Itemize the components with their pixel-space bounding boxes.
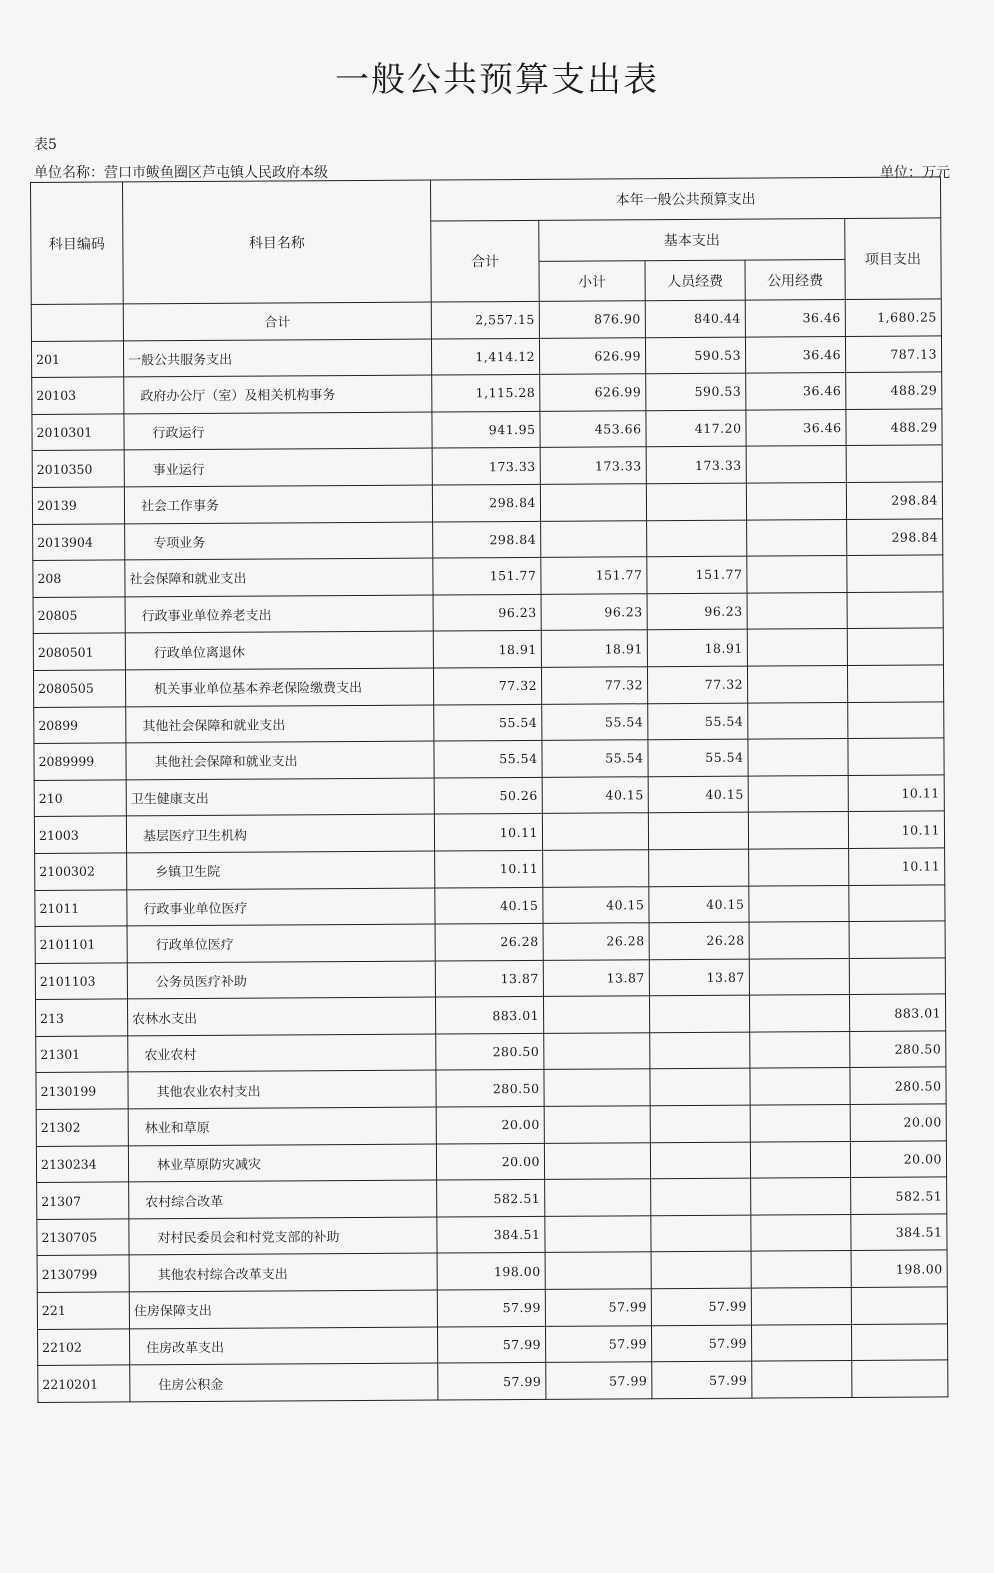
row-total: 173.33 xyxy=(432,448,540,485)
row-public xyxy=(748,702,848,739)
row-public xyxy=(749,848,849,885)
table-row xyxy=(37,1250,947,1292)
row-project: 298.84 xyxy=(847,518,943,555)
row-name: 住房改革支出 xyxy=(130,1327,438,1365)
row-project: 488.29 xyxy=(846,409,942,446)
row-total: 20.00 xyxy=(436,1143,544,1180)
header-name: 科目名称 xyxy=(123,180,432,304)
row-total: 2,557.15 xyxy=(431,301,539,338)
row-personnel: 96.23 xyxy=(647,593,747,630)
row-subtotal xyxy=(544,1106,650,1143)
row-public xyxy=(747,629,847,666)
row-code: 2089999 xyxy=(34,743,126,780)
table-number: 表5 xyxy=(34,137,57,153)
row-total: 10.11 xyxy=(434,814,542,851)
row-code: 2010301 xyxy=(32,414,124,451)
row-code: 2130199 xyxy=(36,1072,128,1109)
row-project: 1,680.25 xyxy=(845,299,941,336)
row-public: 36.46 xyxy=(746,409,846,446)
row-public xyxy=(750,1068,850,1105)
row-personnel: 590.53 xyxy=(645,337,745,374)
row-personnel: 590.53 xyxy=(646,373,746,410)
row-total: 280.50 xyxy=(436,1070,544,1107)
row-name: 事业运行 xyxy=(124,448,432,486)
table-row xyxy=(38,1360,948,1402)
row-project: 280.50 xyxy=(850,1031,946,1068)
row-name: 林业草原防灾减灾 xyxy=(128,1144,436,1182)
row-subtotal: 40.15 xyxy=(543,886,649,923)
row-personnel xyxy=(650,1069,750,1106)
table-row xyxy=(36,1031,946,1073)
row-public: 36.46 xyxy=(745,336,845,373)
row-total: 298.84 xyxy=(432,484,540,521)
row-project: 883.01 xyxy=(849,994,945,1031)
row-personnel xyxy=(648,812,748,849)
row-personnel: 13.87 xyxy=(649,959,749,996)
table-row xyxy=(32,372,942,414)
row-project xyxy=(849,921,945,958)
row-name: 合计 xyxy=(123,302,431,340)
table-row xyxy=(33,592,943,634)
budget-expenditure-table xyxy=(30,176,948,1402)
row-subtotal xyxy=(541,520,647,557)
row-total: 198.00 xyxy=(437,1253,545,1290)
row-public xyxy=(747,556,847,593)
row-subtotal: 173.33 xyxy=(540,447,646,484)
row-total: 298.84 xyxy=(433,521,541,558)
row-total: 1,115.28 xyxy=(432,375,540,412)
row-public xyxy=(751,1288,851,1325)
row-name: 农村综合改革 xyxy=(129,1180,437,1218)
row-public xyxy=(748,775,848,812)
table-row xyxy=(35,958,945,1000)
table-row xyxy=(31,299,941,341)
row-public xyxy=(750,1141,850,1178)
row-subtotal: 96.23 xyxy=(541,593,647,630)
header-group: 本年一般公共预算支出 xyxy=(430,177,940,221)
table-row xyxy=(36,1104,946,1146)
row-code: 21307 xyxy=(37,1182,129,1219)
row-total: 96.23 xyxy=(433,594,541,631)
row-subtotal xyxy=(543,850,649,887)
row-public xyxy=(748,739,848,776)
table-row xyxy=(32,409,942,451)
row-name: 行政事业单位医疗 xyxy=(127,888,435,926)
row-code xyxy=(31,304,123,341)
row-personnel: 55.54 xyxy=(648,739,748,776)
row-personnel xyxy=(650,1105,750,1142)
row-subtotal xyxy=(545,1252,651,1289)
row-name: 农林水支出 xyxy=(127,997,435,1035)
row-personnel: 151.77 xyxy=(647,556,747,593)
row-personnel: 18.91 xyxy=(647,629,747,666)
row-name: 社会工作事务 xyxy=(124,485,432,523)
row-code: 210 xyxy=(34,780,126,817)
row-subtotal: 626.99 xyxy=(539,337,645,374)
row-personnel xyxy=(651,1252,751,1289)
row-project: 198.00 xyxy=(851,1250,947,1287)
row-personnel: 55.54 xyxy=(648,703,748,740)
row-personnel: 417.20 xyxy=(646,410,746,447)
row-name: 公务员医疗补助 xyxy=(127,961,435,999)
table-row xyxy=(36,1141,946,1183)
row-subtotal: 18.91 xyxy=(541,630,647,667)
row-name: 农业农村 xyxy=(128,1034,436,1072)
row-subtotal: 453.66 xyxy=(540,411,646,448)
row-total: 77.32 xyxy=(433,667,541,704)
row-total: 18.91 xyxy=(433,631,541,668)
row-subtotal: 26.28 xyxy=(543,923,649,960)
table-row xyxy=(34,811,944,853)
table-row xyxy=(34,701,944,743)
row-name: 其他农业农村支出 xyxy=(128,1071,436,1109)
row-total: 10.11 xyxy=(435,850,543,887)
row-subtotal xyxy=(544,1142,650,1179)
row-public xyxy=(747,519,847,556)
row-subtotal: 55.54 xyxy=(542,740,648,777)
row-total: 50.26 xyxy=(434,777,542,814)
row-public: 36.46 xyxy=(745,300,845,337)
table-body xyxy=(31,299,948,1402)
row-project xyxy=(847,555,943,592)
row-name: 政府办公厅（室）及相关机构事务 xyxy=(124,375,432,413)
row-public: 36.46 xyxy=(746,373,846,410)
row-code: 20103 xyxy=(32,377,124,414)
row-personnel: 57.99 xyxy=(651,1325,751,1362)
row-subtotal xyxy=(540,484,646,521)
row-personnel: 840.44 xyxy=(645,300,745,337)
row-subtotal: 57.99 xyxy=(545,1289,651,1326)
header-subtotal: 小计 xyxy=(539,261,645,302)
row-subtotal xyxy=(544,1033,650,1070)
table-row xyxy=(33,555,943,597)
row-project xyxy=(849,884,945,921)
row-subtotal xyxy=(543,996,649,1033)
row-subtotal: 77.32 xyxy=(541,667,647,704)
row-public xyxy=(749,885,849,922)
row-personnel xyxy=(651,1178,751,1215)
row-project: 20.00 xyxy=(850,1104,946,1141)
table-row xyxy=(38,1324,948,1366)
row-total: 941.95 xyxy=(432,411,540,448)
table-header xyxy=(31,177,942,305)
row-public xyxy=(748,812,848,849)
row-code: 2010350 xyxy=(32,450,124,487)
row-project: 280.50 xyxy=(850,1067,946,1104)
row-public xyxy=(747,592,847,629)
row-project xyxy=(851,1287,947,1324)
row-name: 住房保障支出 xyxy=(129,1290,437,1328)
row-personnel: 57.99 xyxy=(652,1361,752,1398)
row-project xyxy=(851,1324,947,1361)
currency-unit: 单位：万元 xyxy=(880,165,950,181)
table-row xyxy=(36,1067,946,1109)
row-name: 卫生健康支出 xyxy=(126,778,434,816)
table-row xyxy=(37,1177,947,1219)
row-code: 20139 xyxy=(32,487,124,524)
row-code: 2130799 xyxy=(37,1255,129,1292)
row-public xyxy=(749,995,849,1032)
row-code: 2100302 xyxy=(35,853,127,890)
row-code: 2101103 xyxy=(35,963,127,1000)
table-row xyxy=(31,336,941,378)
row-code: 2080501 xyxy=(33,633,125,670)
table-row xyxy=(35,848,945,890)
row-total: 13.87 xyxy=(435,960,543,997)
row-name: 其他社会保障和就业支出 xyxy=(126,741,434,779)
row-total: 883.01 xyxy=(435,997,543,1034)
row-public xyxy=(746,482,846,519)
table-row xyxy=(34,738,944,780)
header-code: 科目编码 xyxy=(31,182,124,305)
row-code: 2101101 xyxy=(35,926,127,963)
row-personnel xyxy=(649,995,749,1032)
row-code: 213 xyxy=(35,999,127,1036)
row-name: 林业和草原 xyxy=(128,1107,436,1145)
row-subtotal xyxy=(545,1216,651,1253)
row-personnel xyxy=(649,849,749,886)
row-project xyxy=(852,1360,948,1397)
row-project xyxy=(848,701,944,738)
row-personnel: 57.99 xyxy=(651,1288,751,1325)
row-personnel xyxy=(646,483,746,520)
row-total: 55.54 xyxy=(434,704,542,741)
table-row xyxy=(33,665,943,707)
row-project xyxy=(847,628,943,665)
row-subtotal: 876.90 xyxy=(539,301,645,338)
table-row xyxy=(37,1287,947,1329)
row-name: 其他社会保障和就业支出 xyxy=(126,705,434,743)
row-subtotal: 151.77 xyxy=(541,557,647,594)
row-name: 行政运行 xyxy=(124,412,432,450)
row-name: 专项业务 xyxy=(125,522,433,560)
row-code: 21003 xyxy=(34,816,126,853)
row-public xyxy=(751,1178,851,1215)
row-name: 对村民委员会和村党支部的补助 xyxy=(129,1217,437,1255)
table-row xyxy=(35,994,945,1036)
row-project: 10.11 xyxy=(849,848,945,885)
header-total: 合计 xyxy=(431,220,539,302)
row-code: 208 xyxy=(33,560,125,597)
row-name: 住房公积金 xyxy=(130,1363,438,1401)
row-total: 26.28 xyxy=(435,923,543,960)
row-name: 行政单位医疗 xyxy=(127,924,435,962)
row-code: 2130705 xyxy=(37,1219,129,1256)
row-subtotal xyxy=(544,1069,650,1106)
header-public: 公用经费 xyxy=(745,260,845,301)
row-name: 乡镇卫生院 xyxy=(127,851,435,889)
row-code: 201 xyxy=(31,341,123,378)
row-personnel xyxy=(651,1215,751,1252)
row-name: 机关事业单位基本养老保险缴费支出 xyxy=(125,668,433,706)
row-subtotal: 626.99 xyxy=(540,374,646,411)
row-total: 582.51 xyxy=(437,1180,545,1217)
row-public xyxy=(752,1361,852,1398)
row-personnel: 77.32 xyxy=(647,666,747,703)
row-name: 一般公共服务支出 xyxy=(123,339,431,377)
row-subtotal: 13.87 xyxy=(543,959,649,996)
row-project xyxy=(847,665,943,702)
row-code: 2130234 xyxy=(36,1146,128,1183)
row-personnel: 173.33 xyxy=(646,447,746,484)
row-personnel xyxy=(650,1032,750,1069)
row-total: 1,414.12 xyxy=(431,338,539,375)
row-personnel: 26.28 xyxy=(649,922,749,959)
table-row xyxy=(34,775,944,817)
row-code: 20805 xyxy=(33,597,125,634)
row-total: 40.15 xyxy=(435,887,543,924)
row-public xyxy=(751,1251,851,1288)
row-public xyxy=(751,1214,851,1251)
row-total: 55.54 xyxy=(434,741,542,778)
row-code: 2080505 xyxy=(33,670,125,707)
row-project: 787.13 xyxy=(845,336,941,373)
table-row xyxy=(33,628,943,670)
row-public xyxy=(749,922,849,959)
row-code: 21011 xyxy=(35,889,127,926)
row-total: 20.00 xyxy=(436,1106,544,1143)
row-subtotal: 55.54 xyxy=(542,703,648,740)
row-name: 基层医疗卫生机构 xyxy=(126,814,434,852)
header-project: 项目支出 xyxy=(845,218,941,300)
row-personnel xyxy=(647,520,747,557)
row-name: 行政事业单位养老支出 xyxy=(125,595,433,633)
row-total: 280.50 xyxy=(436,1033,544,1070)
row-name: 行政单位离退休 xyxy=(125,631,433,669)
row-subtotal: 57.99 xyxy=(546,1362,652,1399)
row-project xyxy=(846,445,942,482)
table-row xyxy=(32,445,942,487)
row-public xyxy=(747,665,847,702)
row-project: 10.11 xyxy=(848,775,944,812)
row-personnel: 40.15 xyxy=(648,776,748,813)
row-public xyxy=(750,1105,850,1142)
row-project xyxy=(849,958,945,995)
row-code: 2013904 xyxy=(33,523,125,560)
row-project xyxy=(847,592,943,629)
row-code: 21301 xyxy=(36,1036,128,1073)
row-total: 57.99 xyxy=(437,1289,545,1326)
row-personnel xyxy=(650,1142,750,1179)
row-code: 20899 xyxy=(34,706,126,743)
row-project: 582.51 xyxy=(851,1177,947,1214)
row-total: 151.77 xyxy=(433,558,541,595)
row-public xyxy=(750,1031,850,1068)
row-total: 57.99 xyxy=(437,1326,545,1363)
row-code: 22102 xyxy=(38,1329,130,1366)
row-project: 488.29 xyxy=(846,372,942,409)
row-project: 384.51 xyxy=(851,1214,947,1251)
row-name: 其他农村综合改革支出 xyxy=(129,1253,437,1291)
page-title: 一般公共预算支出表 xyxy=(335,60,659,100)
row-public xyxy=(749,958,849,995)
row-subtotal: 40.15 xyxy=(542,776,648,813)
unit-name: 单位名称：营口市鲅鱼圈区芦屯镇人民政府本级 xyxy=(34,165,328,181)
row-code: 221 xyxy=(37,1292,129,1329)
row-total: 384.51 xyxy=(437,1216,545,1253)
row-subtotal xyxy=(545,1179,651,1216)
row-project xyxy=(848,738,944,775)
row-code: 2210201 xyxy=(38,1365,130,1402)
row-project: 20.00 xyxy=(850,1141,946,1178)
row-subtotal: 57.99 xyxy=(545,1325,651,1362)
table-row xyxy=(35,884,945,926)
row-name: 社会保障和就业支出 xyxy=(125,558,433,596)
table-row xyxy=(33,518,943,560)
row-personnel: 40.15 xyxy=(649,886,749,923)
table-row xyxy=(37,1214,947,1256)
header-basic: 基本支出 xyxy=(539,219,845,262)
table-row xyxy=(32,482,942,524)
header-personnel: 人员经费 xyxy=(645,260,745,301)
row-subtotal xyxy=(542,813,648,850)
row-project: 298.84 xyxy=(846,482,942,519)
row-code: 21302 xyxy=(36,1109,128,1146)
row-public xyxy=(751,1324,851,1361)
table-row xyxy=(35,921,945,963)
row-total: 57.99 xyxy=(438,1363,546,1400)
row-project: 10.11 xyxy=(848,811,944,848)
row-public xyxy=(746,446,846,483)
